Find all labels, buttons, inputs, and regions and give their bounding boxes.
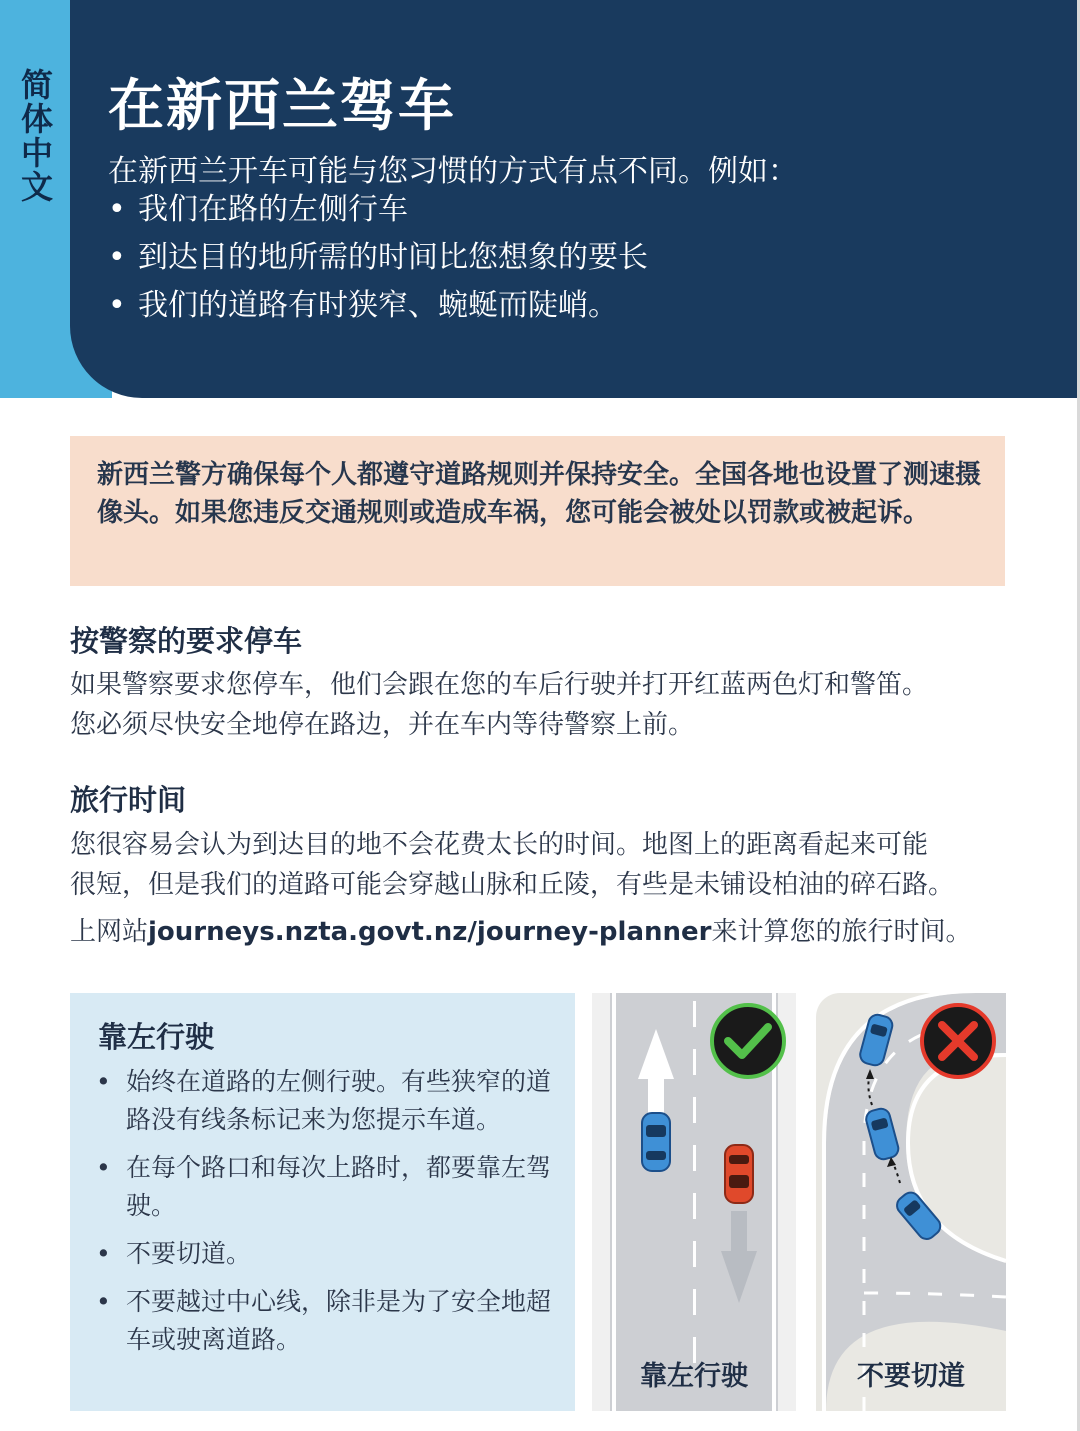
list-item: • 在每个路口和每次上路时，都要靠左驾驶。 <box>96 1149 556 1225</box>
straight-road-graphic <box>592 993 796 1411</box>
journey-planner-line: 上网站journeys.nzta.govt.nz/journey-planner来计算您的旅行时间。 <box>70 917 972 947</box>
travel-section-text: 您很容易会认为到达目的地不会花费太长的时间。地图上的距离看起来可能 很短，但是我们的道路可能会穿越山脉和丘陵，有些是未铺设柏油的碎石路。 <box>70 830 955 900</box>
hero-banner <box>70 0 1080 398</box>
list-item: • 不要越过中心线，除非是为了安全地超车或驶离道路。 <box>96 1283 556 1359</box>
notice-text: 新西兰警方确保每个人都遵守道路规则并保持安全。全国各地也设置了测速摄像头。如果您违反交通规则或造成车祸，您可能会被处以罚款或被起诉。 <box>97 460 982 528</box>
curved-road-graphic <box>816 993 1006 1411</box>
blue-car-icon <box>642 1113 670 1171</box>
bullet-icon: • <box>96 1239 111 1268</box>
hero-intro: 在新西兰开车可能与您习惯的方式有点不同。例如： <box>108 154 798 189</box>
no-cutting-illustration <box>816 993 1006 1411</box>
page-title: 在新西兰驾车 <box>108 74 456 139</box>
keep-left-caption: 靠左行驶 <box>640 1361 748 1392</box>
stop-section-text: 如果警察要求您停车，他们会跟在您的车后行驶并打开红蓝两色灯和警笛。 您必须尽快安全地停在路边，并在车内等待警察上前。 <box>70 670 929 740</box>
hero-bullet: • 我们的道路有时狭窄、蜿蜒而陡峭。 <box>108 284 648 332</box>
bullet-icon: • <box>96 1067 111 1096</box>
hero-bullet: • 我们在路的左侧行车 <box>108 188 648 236</box>
stop-section-heading: 按警察的要求停车 <box>70 624 303 658</box>
keep-left-box <box>70 993 575 1411</box>
list-item: • 不要切道。 <box>96 1235 556 1273</box>
hero-bullet: • 到达目的地所需的时间比您想象的要长 <box>108 236 648 284</box>
keep-left-rules <box>96 1063 556 1369</box>
check-icon <box>712 1005 784 1077</box>
cross-icon <box>922 1005 994 1077</box>
red-car-icon <box>725 1145 753 1203</box>
language-label: 简体中文 <box>16 68 54 204</box>
keep-left-illustration <box>592 993 796 1411</box>
no-cutting-caption: 不要切道 <box>857 1361 965 1392</box>
list-item: • 始终在道路的左侧行驶。有些狭窄的道路没有线条标记来为您提示车道。 <box>96 1063 556 1139</box>
bullet-icon: • <box>96 1153 111 1182</box>
hero-bullet-list <box>108 188 648 332</box>
journey-planner-link[interactable]: journeys.nzta.govt.nz/journey-planner <box>148 917 712 947</box>
bullet-icon: • <box>96 1287 111 1316</box>
bullet-icon: • <box>108 192 126 227</box>
keep-left-heading: 靠左行驶 <box>98 1020 215 1054</box>
police-notice <box>70 436 1005 586</box>
bullet-icon: • <box>108 288 126 323</box>
bullet-icon: • <box>108 240 126 275</box>
travel-section-heading: 旅行时间 <box>70 783 187 817</box>
